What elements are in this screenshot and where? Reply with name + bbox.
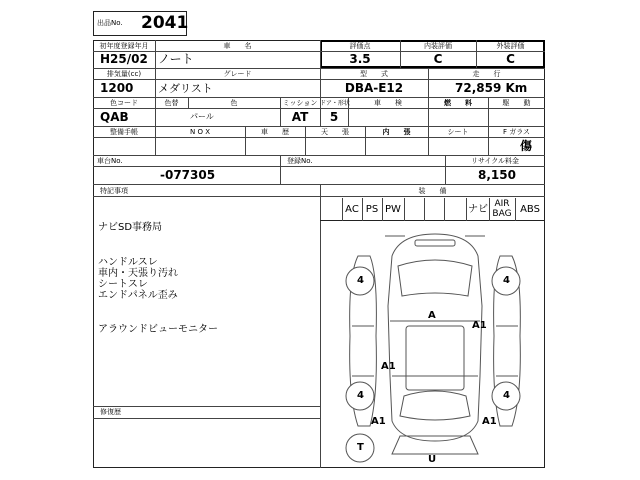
chassis-number: -077305 bbox=[160, 168, 216, 182]
displacement: 1200 bbox=[100, 81, 134, 95]
model-label: 型 式 bbox=[360, 70, 388, 78]
color-label: 色 bbox=[230, 99, 238, 107]
notes-label: 特記事項 bbox=[100, 187, 128, 195]
equip-navi: ナビ bbox=[468, 204, 488, 215]
color-code: QAB bbox=[100, 110, 129, 124]
recycle-label: リサイクル料金 bbox=[470, 157, 520, 165]
damage-mark: A1 bbox=[381, 361, 396, 372]
row-line bbox=[93, 137, 545, 138]
col-line bbox=[320, 184, 321, 468]
nox-label: N O X bbox=[190, 128, 210, 136]
note-line: アラウンドビューモニター bbox=[98, 324, 218, 335]
interior-trim-label: 内 張 bbox=[382, 128, 411, 136]
chassis-label: 車台No. bbox=[97, 157, 123, 165]
damage-mark: A1 bbox=[482, 416, 497, 427]
damage-mark: 4 bbox=[503, 275, 510, 286]
name-label: 車 名 bbox=[223, 42, 252, 50]
row-line bbox=[93, 406, 321, 407]
note-line: 車内・天張り汚れ bbox=[98, 268, 178, 279]
row-line bbox=[93, 196, 545, 197]
car-damage-diagram bbox=[330, 226, 540, 466]
damage-mark: 4 bbox=[503, 390, 510, 401]
col-line bbox=[280, 155, 281, 184]
cc-label: 排気量(cc) bbox=[106, 70, 142, 78]
row-line bbox=[93, 418, 321, 419]
damage-mark: T bbox=[357, 442, 364, 453]
year-label: 初年度登録年月 bbox=[99, 42, 149, 50]
note-line: エンドパネル歪み bbox=[98, 290, 178, 301]
first-registration: H25/02 bbox=[100, 52, 148, 66]
seat-label: シート bbox=[447, 128, 469, 136]
row-line bbox=[93, 97, 545, 98]
grade-label: グレード bbox=[223, 70, 252, 78]
transmission: AT bbox=[291, 110, 309, 124]
score: 3.5 bbox=[349, 52, 371, 66]
repair-history-label: 修復歴 bbox=[100, 408, 121, 416]
mileage: 72,859 Km bbox=[455, 81, 528, 95]
equip-abs: ABS bbox=[520, 204, 540, 215]
damage-mark: 4 bbox=[357, 390, 364, 401]
equipment-label: 装 備 bbox=[418, 187, 447, 195]
model-code: DBA-E12 bbox=[344, 81, 404, 95]
exterior-grade-label: 外装評価 bbox=[496, 42, 525, 50]
damage-mark: 4 bbox=[357, 275, 364, 286]
recycle-fee: 8,150 bbox=[478, 168, 516, 182]
equip-divider bbox=[424, 198, 425, 221]
interior-grade: C bbox=[433, 52, 443, 66]
equip-divider bbox=[342, 198, 343, 221]
damage-mark: A bbox=[428, 310, 436, 321]
mileage-label: 走 行 bbox=[472, 70, 501, 78]
color-change-label: 色替 bbox=[164, 99, 179, 107]
ceiling-label: 天 張 bbox=[321, 128, 349, 136]
grade: メダリスト bbox=[158, 82, 213, 95]
row-line bbox=[93, 166, 545, 167]
row-line bbox=[93, 79, 545, 80]
damage-mark: U bbox=[428, 454, 437, 465]
row-line bbox=[93, 108, 545, 109]
equip-ac: AC bbox=[345, 204, 359, 215]
glass-condition: 傷 bbox=[520, 139, 533, 153]
equip-ps: PS bbox=[365, 204, 379, 215]
lot-number: 2041 bbox=[141, 13, 189, 33]
damage-mark: A1 bbox=[472, 320, 487, 331]
row-line bbox=[93, 126, 545, 127]
manual-label: 整備手帳 bbox=[110, 128, 138, 136]
drive-label: 駆 動 bbox=[502, 99, 531, 107]
glass-label: F ガラス bbox=[502, 128, 531, 136]
row-line bbox=[93, 68, 545, 69]
lot-number-label: 出品No. bbox=[97, 19, 123, 27]
inspection-label: 車 検 bbox=[374, 99, 402, 107]
note-line: シートスレ bbox=[98, 279, 148, 290]
interior-grade-label: 内装評価 bbox=[424, 42, 452, 50]
equip-divider bbox=[444, 198, 445, 221]
equip-airbag: AIR BAG bbox=[492, 199, 512, 219]
color-code-label: 色コード bbox=[110, 99, 138, 107]
note-line: ハンドルスレ bbox=[98, 257, 158, 268]
color-name: パール bbox=[190, 112, 214, 121]
doors: 5 bbox=[329, 110, 339, 124]
row-line bbox=[93, 155, 545, 156]
history-label: 車 歴 bbox=[261, 128, 289, 136]
mission-label: ミッション bbox=[282, 99, 318, 107]
exterior-grade: C bbox=[506, 52, 515, 66]
fuel-label: 燃 料 bbox=[444, 99, 472, 107]
car-name: ノート bbox=[158, 52, 194, 66]
equip-pw: PW bbox=[385, 204, 401, 215]
score-label: 評価点 bbox=[349, 42, 371, 50]
damage-mark: A1 bbox=[371, 416, 386, 427]
doors-label: ドア・形状 bbox=[320, 100, 350, 107]
registration-label: 登録No. bbox=[287, 157, 313, 165]
row-line bbox=[93, 184, 545, 185]
note-line: ナビSD事務局 bbox=[98, 222, 163, 233]
equip-divider bbox=[404, 198, 405, 221]
